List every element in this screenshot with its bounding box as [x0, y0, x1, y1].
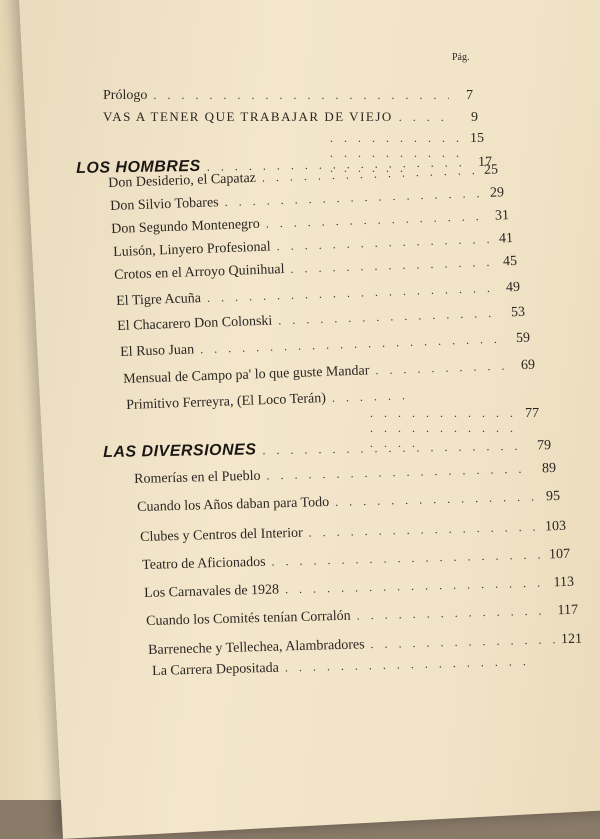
entry-title: Crotos en el Arroyo Quinihual [114, 262, 285, 283]
leader-dots [308, 520, 539, 541]
leader-dots [276, 232, 489, 254]
toc-entry [103, 109, 478, 129]
toc-entry [142, 547, 570, 578]
entry-title: El Ruso Juan [120, 342, 195, 360]
divider-page: 77 [525, 406, 539, 421]
leader-dots [290, 255, 493, 277]
entry-title: Mensual de Campo pa' lo que guste Mandar [123, 363, 370, 387]
leader-dots [266, 462, 532, 484]
leader-dots [278, 306, 501, 329]
entry-page: 7 [466, 88, 473, 103]
entry-page: 29 [489, 185, 505, 201]
leader-dots [356, 603, 551, 623]
entry-page: 53 [510, 304, 526, 321]
entry-page: 95 [545, 488, 561, 505]
leader-dots [335, 490, 536, 510]
leader-dots [207, 281, 497, 306]
toc-entry [137, 489, 560, 520]
entry-title: Cuando los Comités tenían Corralón [146, 608, 351, 629]
entry-page: 9 [471, 110, 478, 125]
entry-title: VAS A TENER QUE TRABAJAR DE VIEJO [103, 109, 393, 124]
section-page: 79 [536, 438, 552, 454]
entry-title: Barreneche y Tellechea, Alambradores [148, 637, 365, 658]
section-title: LAS DIVERSIONES [103, 441, 257, 461]
entry-page: 121 [560, 631, 583, 648]
toc-entry [123, 358, 535, 392]
page-column-label: Pág. [452, 52, 470, 63]
leader-dots [375, 358, 511, 378]
entry-title: La Carrera Depositada [152, 660, 280, 679]
entry-page: 49 [505, 279, 521, 296]
entry-title: Don Desiderio, el Capataz [108, 170, 257, 191]
leader-dots [370, 632, 555, 652]
entry-title: Luisón, Linyero Profesional [113, 239, 271, 260]
leader-dots [332, 388, 411, 406]
toc-entry [140, 519, 566, 550]
entry-page: 117 [557, 602, 579, 619]
leader-dots [285, 575, 548, 597]
divider-page: 15 [470, 131, 484, 146]
toc-entry [134, 461, 556, 492]
section-title: LOS HOMBRES [76, 157, 201, 177]
entry-page: 31 [494, 208, 510, 224]
entry-page: 45 [502, 253, 518, 270]
toc-entry [144, 575, 574, 606]
entry-title: Clubes y Centros del Interior [140, 525, 303, 545]
entry-page: 41 [498, 231, 514, 247]
toc-entry [146, 603, 578, 634]
entry-title: Don Silvio Tobares [110, 195, 219, 214]
leader-dots [200, 332, 506, 358]
entry-title: Prólogo [103, 88, 148, 103]
entry-page: 69 [520, 357, 536, 374]
entry-title: Romerías en el Pueblo [134, 468, 261, 487]
entry-page: 113 [553, 574, 575, 591]
section-page: 17 [477, 154, 493, 170]
leader-dots [399, 110, 454, 125]
entry-page: 103 [544, 518, 567, 535]
toc-entry [103, 88, 473, 108]
entry-page: 25 [483, 162, 499, 178]
entry-title: El Tigre Acuña [116, 291, 202, 309]
entry-title: Los Carnavales de 1928 [144, 582, 280, 601]
entry-title: El Chacarero Don Colonski [117, 313, 273, 334]
entry-page: 107 [548, 546, 571, 563]
section-heading [103, 436, 551, 464]
leader-dots [262, 439, 527, 459]
entry-title: Don Segundo Montenegro [111, 216, 260, 237]
leader-dots [153, 88, 449, 103]
entry-page: 59 [515, 330, 531, 347]
entry-title: Cuando los Años daban para Todo [137, 494, 330, 515]
entry-page: 89 [541, 460, 557, 477]
leader-dots [271, 548, 543, 570]
entry-title: Teatro de Aficionados [142, 554, 266, 573]
entry-title: Primitivo Ferreyra, (El Loco Terán) [126, 391, 327, 413]
